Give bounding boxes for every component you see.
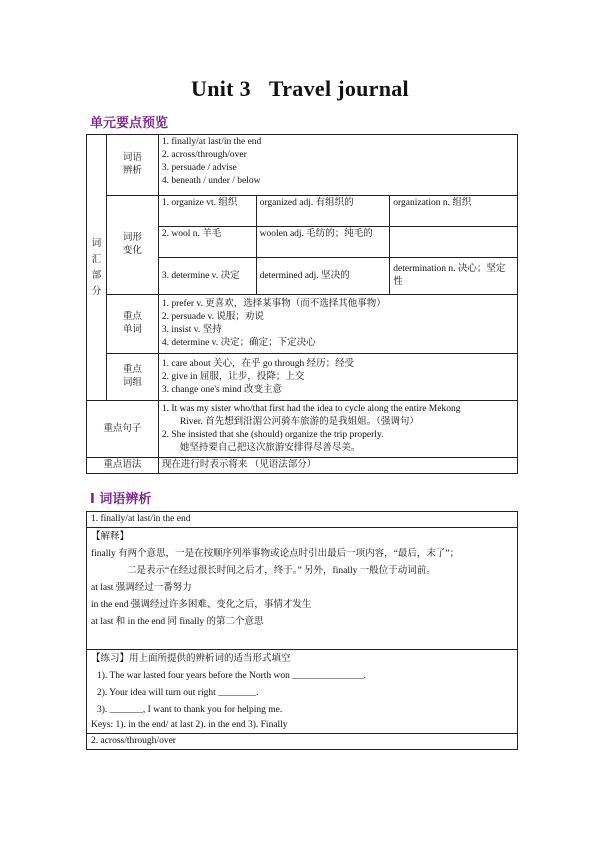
preview-heading: 单元要点预览 xyxy=(90,116,169,131)
explain-line: at last 强调经过一番努力 xyxy=(91,583,192,593)
item2-title: 2. across/through/over xyxy=(87,733,517,749)
word-form-cell: 2. wool n. 羊毛 xyxy=(158,227,256,258)
key-words-list: 1. prefer v. 更喜欢，选择某事物（而不选择其他事物） 2. persuade v. 说服；劝说 3. insist v. 坚持 4. determine v. 决定；确定；下定决心 xyxy=(158,295,517,354)
word-analysis-list: 1. finally/at last/in the end 2. across/through/over 3. persuade / advise 4. beneath / under / below xyxy=(158,135,517,196)
practice-line: 1). The war lasted four years before the North won _______________. xyxy=(97,671,366,681)
practice-keys: Keys: 1). in the end/ at last 2). in the end 3). Finally xyxy=(91,720,288,730)
section-word-analysis-heading: Ⅰ 词语辨析 xyxy=(90,492,152,507)
item1-title: 1. finally/at last/in the end xyxy=(91,514,191,524)
explain-line: at last 和 in the end 同 finally 的第二个意思 xyxy=(91,617,264,627)
key-grammar-text: 现在进行时表示将来 （见语法部分） xyxy=(158,458,517,474)
practice-label: 【练习】用上面所提供的辨析词的适当形式填空 xyxy=(91,654,291,664)
page-title: Unit 3 Travel journal xyxy=(191,76,409,101)
key-sentences-label: 重点句子 xyxy=(87,401,159,458)
explain-line: 二是表示“在经过很长时间之后才，终于。” 另外，finally 一般位于动词前。 xyxy=(127,566,436,576)
key-sentences-list: 1. It was my sister who/that first had the idea to cycle along the entire Mekong River. 首先想到沿湄公河骑车旅游的是我姐姐。（强调句） 2. She insisted that she (should) organize the trip properly. 她坚持要自己把这次旅游安排得尽善尽美。 xyxy=(158,401,517,458)
explain-line: finally 有两个意思，一是在按顺序列举事物或论点时引出最后一项内容，“最后，末了”； xyxy=(91,549,460,559)
word-form-cell: organized adj. 有组织的 xyxy=(256,196,390,227)
explain-line: in the end 强调经过许多困难、变化之后，事情才发生 xyxy=(91,600,312,610)
explain-label: 【解释】 xyxy=(91,532,130,542)
word-form-cell: 3. determine v. 决定 xyxy=(158,258,256,295)
word-form-cell: 1. organize vt. 组织 xyxy=(158,196,256,227)
key-words-label: 重点 单词 xyxy=(106,295,158,354)
word-form-cell: woolen adj. 毛纺的；纯毛的 xyxy=(256,227,390,258)
practice-line: 2). Your idea will turn out right ________. xyxy=(97,688,259,698)
word-form-cell: organization n. 组织 xyxy=(390,196,518,227)
key-phrases-label: 重点 词组 xyxy=(106,354,158,401)
word-form-cell: determination n. 决心；坚定性 xyxy=(390,258,518,295)
key-phrases-list: 1. care about 关心，在乎 go through 经历；经受 2. give in 屈服，让步，投降；上交 3. change one's mind 改变主意 xyxy=(158,354,517,401)
word-analysis-label: 词语 辨析 xyxy=(106,135,158,196)
word-analysis-box xyxy=(86,511,518,750)
practice-line: 3). _______, I want to thank you for helping me. xyxy=(97,705,283,715)
word-form-cell: determined adj. 坚决的 xyxy=(256,258,390,295)
word-form-cell xyxy=(390,227,518,258)
preview-table xyxy=(86,134,518,474)
word-forms-label: 词形 变化 xyxy=(106,196,158,295)
vocab-part-label: 词 汇 部 分 xyxy=(87,135,107,401)
key-grammar-label: 重点语法 xyxy=(87,458,159,474)
